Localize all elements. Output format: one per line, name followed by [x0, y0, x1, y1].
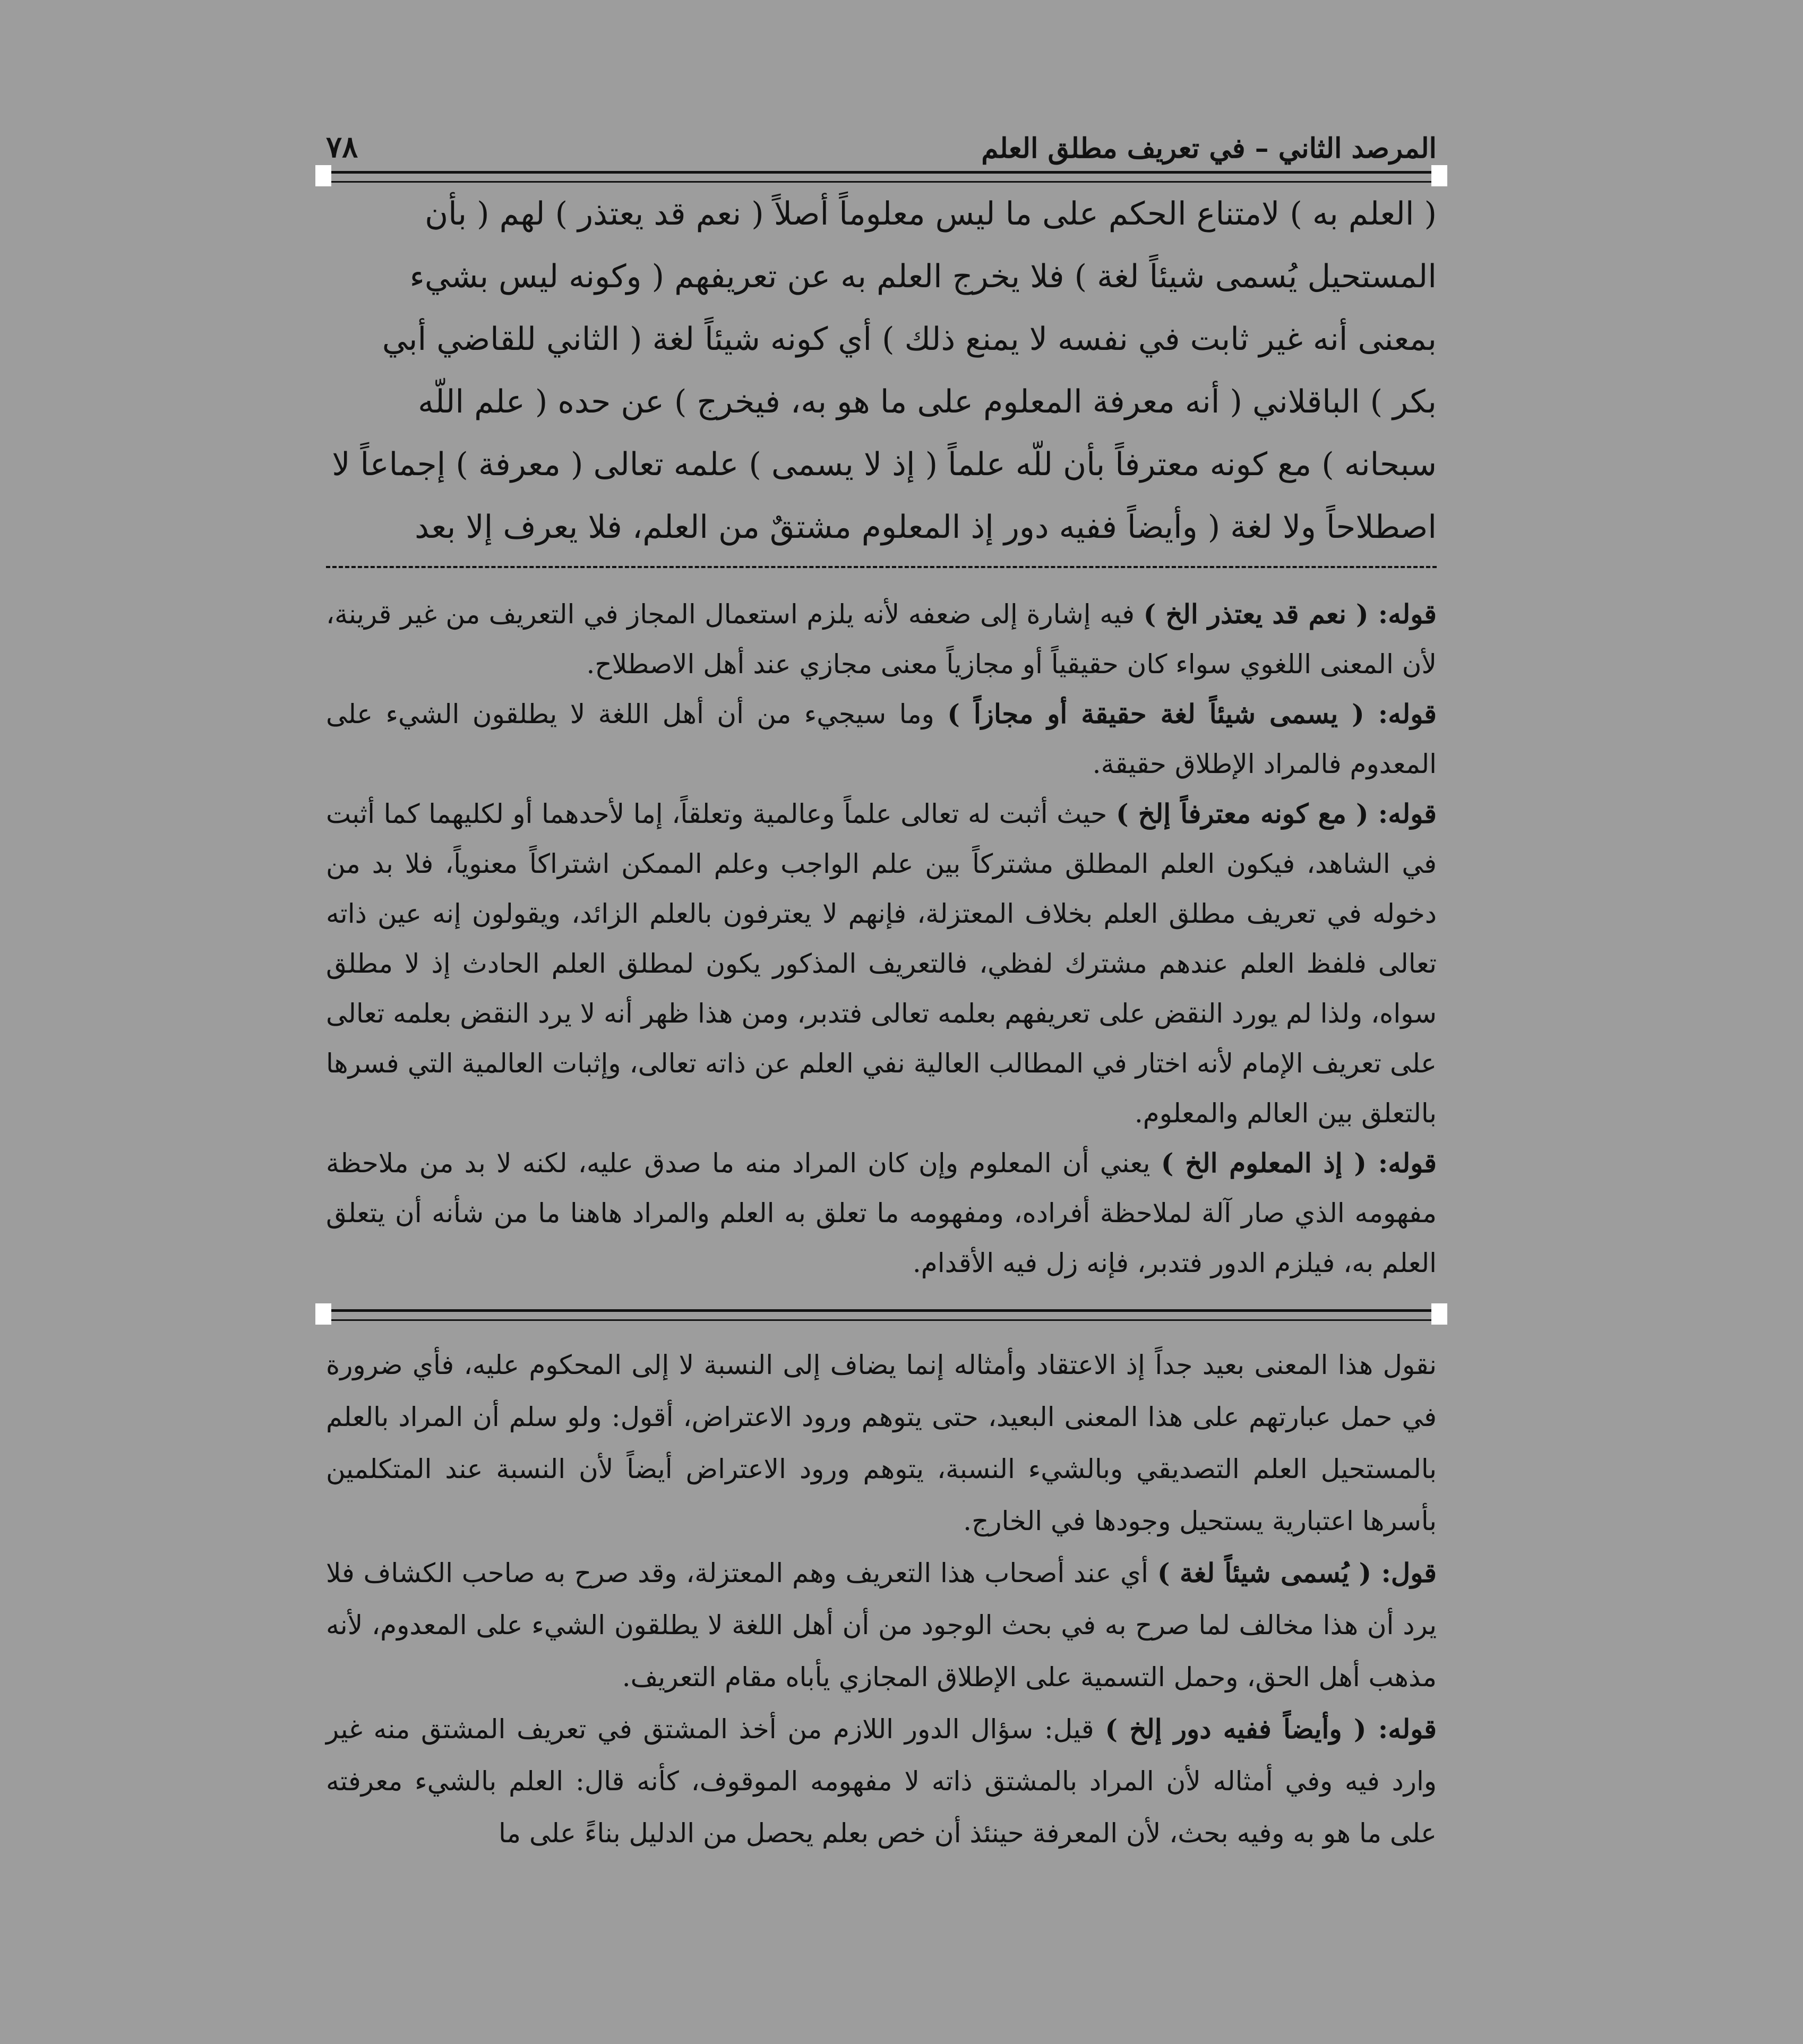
page-header — [326, 111, 1437, 165]
section-title: المرصد الثاني – في تعريف مطلق العلم — [981, 132, 1437, 165]
note-quote: ( وأيضاً ففيه دور إلخ ) — [1105, 1713, 1367, 1745]
note-label: قول: — [1371, 1557, 1437, 1588]
dashed-separator — [326, 566, 1437, 568]
commentary-label: قوله: — [1368, 798, 1437, 829]
note-text: أي عند أصحاب هذا التعريف وهم المعتزلة، وقد صرح به صاحب الكشاف فلا يرد أن هذا مخالف لما صرح به في بحث الوجود من أن أهل اللغة لا يطلقون الشيء على المعدوم، لأنه مذهب أهل الحق، وحمل التسمية على الإطلاق المجازي يأباه مقام التعريف. — [326, 1558, 1437, 1693]
book-page — [326, 111, 1437, 1859]
commentary — [326, 589, 1437, 1288]
note-label: قوله: — [1366, 1713, 1437, 1745]
section-rule — [326, 1309, 1437, 1321]
main-text — [326, 183, 1437, 559]
lower-notes — [326, 1339, 1437, 1859]
note-text: قيل: سؤال الدور اللازم من أخذ المشتق في تعريف المشتق منه غير وارد فيه وفي أمثاله لأن المراد بالمشتق ذاته لا مفهومه الموقوف، كأنه قال: العلم بالشيء معرفته على ما هو به وفيه بحث، لأن المعرفة حينئذ أن خص بعلم يحصل من الدليل بناءً على ما — [326, 1714, 1437, 1849]
page-number: ٧٨ — [326, 130, 358, 165]
commentary-label: قوله: — [1364, 698, 1437, 729]
note-paragraph — [326, 1703, 1437, 1859]
commentary-paragraph — [326, 689, 1437, 789]
note-paragraph — [326, 1547, 1437, 1703]
note-quote: ( يُسمى شيئاً لغة ) — [1157, 1557, 1372, 1588]
commentary-label: قوله: — [1368, 598, 1437, 630]
commentary-text: يعني أن المعلوم وإن كان المراد منه ما صدق عليه، لكنه لا بد من ملاحظة مفهومه الذي صار آلة لملاحظة أفراده، ومفهومه ما تعلق به العلم والمراد هاهنا ما من شأنه أن يتعلق العلم به، فيلزم الدور فتدبر، فإنه زل فيه الأقدام. — [326, 1148, 1437, 1278]
commentary-quote: ( إذ المعلوم الخ ) — [1161, 1147, 1367, 1179]
commentary-quote: ( مع كونه معترفاً إلخ ) — [1115, 798, 1369, 829]
commentary-text: فيه إشارة إلى ضعفه لأنه يلزم استعمال المجاز في التعريف من غير قرينة، لأن المعنى اللغوي سواء كان حقيقياً أو مجازياً معنى مجازي عند أهل الاصطلاح. — [326, 599, 1437, 680]
main-line: سبحانه ) مع كونه معترفاً بأن للّه علماً ( إذ لا يسمى ) علمه تعالى ( معرفة ) إجماعاً لا — [332, 446, 1437, 483]
header-rule — [326, 171, 1437, 183]
note-paragraph — [326, 1339, 1437, 1547]
commentary-text: وما سيجيء من أن أهل اللغة لا يطلقون الشيء على المعدوم فالمراد الإطلاق حقيقة. — [326, 699, 1437, 779]
commentary-paragraph — [326, 589, 1437, 689]
commentary-paragraph — [326, 1138, 1437, 1288]
commentary-paragraph — [326, 789, 1437, 1138]
commentary-text: حيث أثبت له تعالى علماً وعالمية وتعلقاً، إما لأحدهما أو لكليهما كما أثبت في الشاهد، فيكون العلم المطلق مشتركاً بين علم الواجب وعلم الممكن اشتراكاً معنوياً، فلا بد من دخوله في تعريف مطلق العلم بخلاف المعتزلة، فإنهم لا يعترفون بالعلم الزائد، ويقولون إنه عين ذاته تعالى فلفظ العلم عندهم مشترك لفظي، فالتعريف المذكور يكون لمطلق العلم الحادث إذ لا مطلق سواه، ولذا لم يورد النقض على تعريفهم بعلمه تعالى فتدبر، ومن هذا ظهر أنه لا يرد النقض بعلمه تعالى على تعريف الإمام لأنه اختار في المطالب العالية نفي العلم عن ذاته تعالى، وإثبات العالمية التي فسرها بالتعلق بين العالم والمعلوم. — [326, 798, 1437, 1129]
main-line: بكر ) الباقلاني ( أنه معرفة المعلوم على ما هو به، فيخرج ) عن حده ( علم اللّه — [418, 383, 1437, 420]
main-line: ( العلم به ) لامتناع الحكم على ما ليس معلوماً أصلاً ( نعم قد يعتذر ) لهم ( بأن — [425, 195, 1437, 233]
note-text: نقول هذا المعنى بعيد جداً إذ الاعتقاد وأمثاله إنما يضاف إلى النسبة لا إلى المحكوم عليه، فأي ضرورة في حمل عبارتهم على هذا المعنى البعيد، حتى يتوهم ورود الاعتراض، أقول: ولو سلم أن المراد بالعلم بالمستحيل العلم التصديقي وبالشيء النسبة، يتوهم ورود الاعتراض أيضاً لأن النسبة عند المتكلمين بأسرها اعتبارية يستحيل وجودها في الخارج. — [326, 1350, 1437, 1536]
main-line: اصطلاحاً ولا لغة ( وأيضاً ففيه دور إذ المعلوم مشتقٌ من العلم، فلا يعرف إلا بعد — [415, 509, 1437, 546]
commentary-quote: ( يسمى شيئاً لغة حقيقة أو مجازاً ) — [947, 698, 1364, 729]
commentary-label: قوله: — [1367, 1147, 1437, 1179]
commentary-quote: ( نعم قد يعتذر الخ ) — [1143, 598, 1369, 630]
main-line: المستحيل يُسمى شيئاً لغة ) فلا يخرج العلم به عن تعريفهم ( وكونه ليس بشيء — [409, 258, 1437, 295]
main-line: بمعنى أنه غير ثابت في نفسه لا يمنع ذلك ) أي كونه شيئاً لغة ( الثاني للقاضي أبي — [382, 321, 1437, 358]
